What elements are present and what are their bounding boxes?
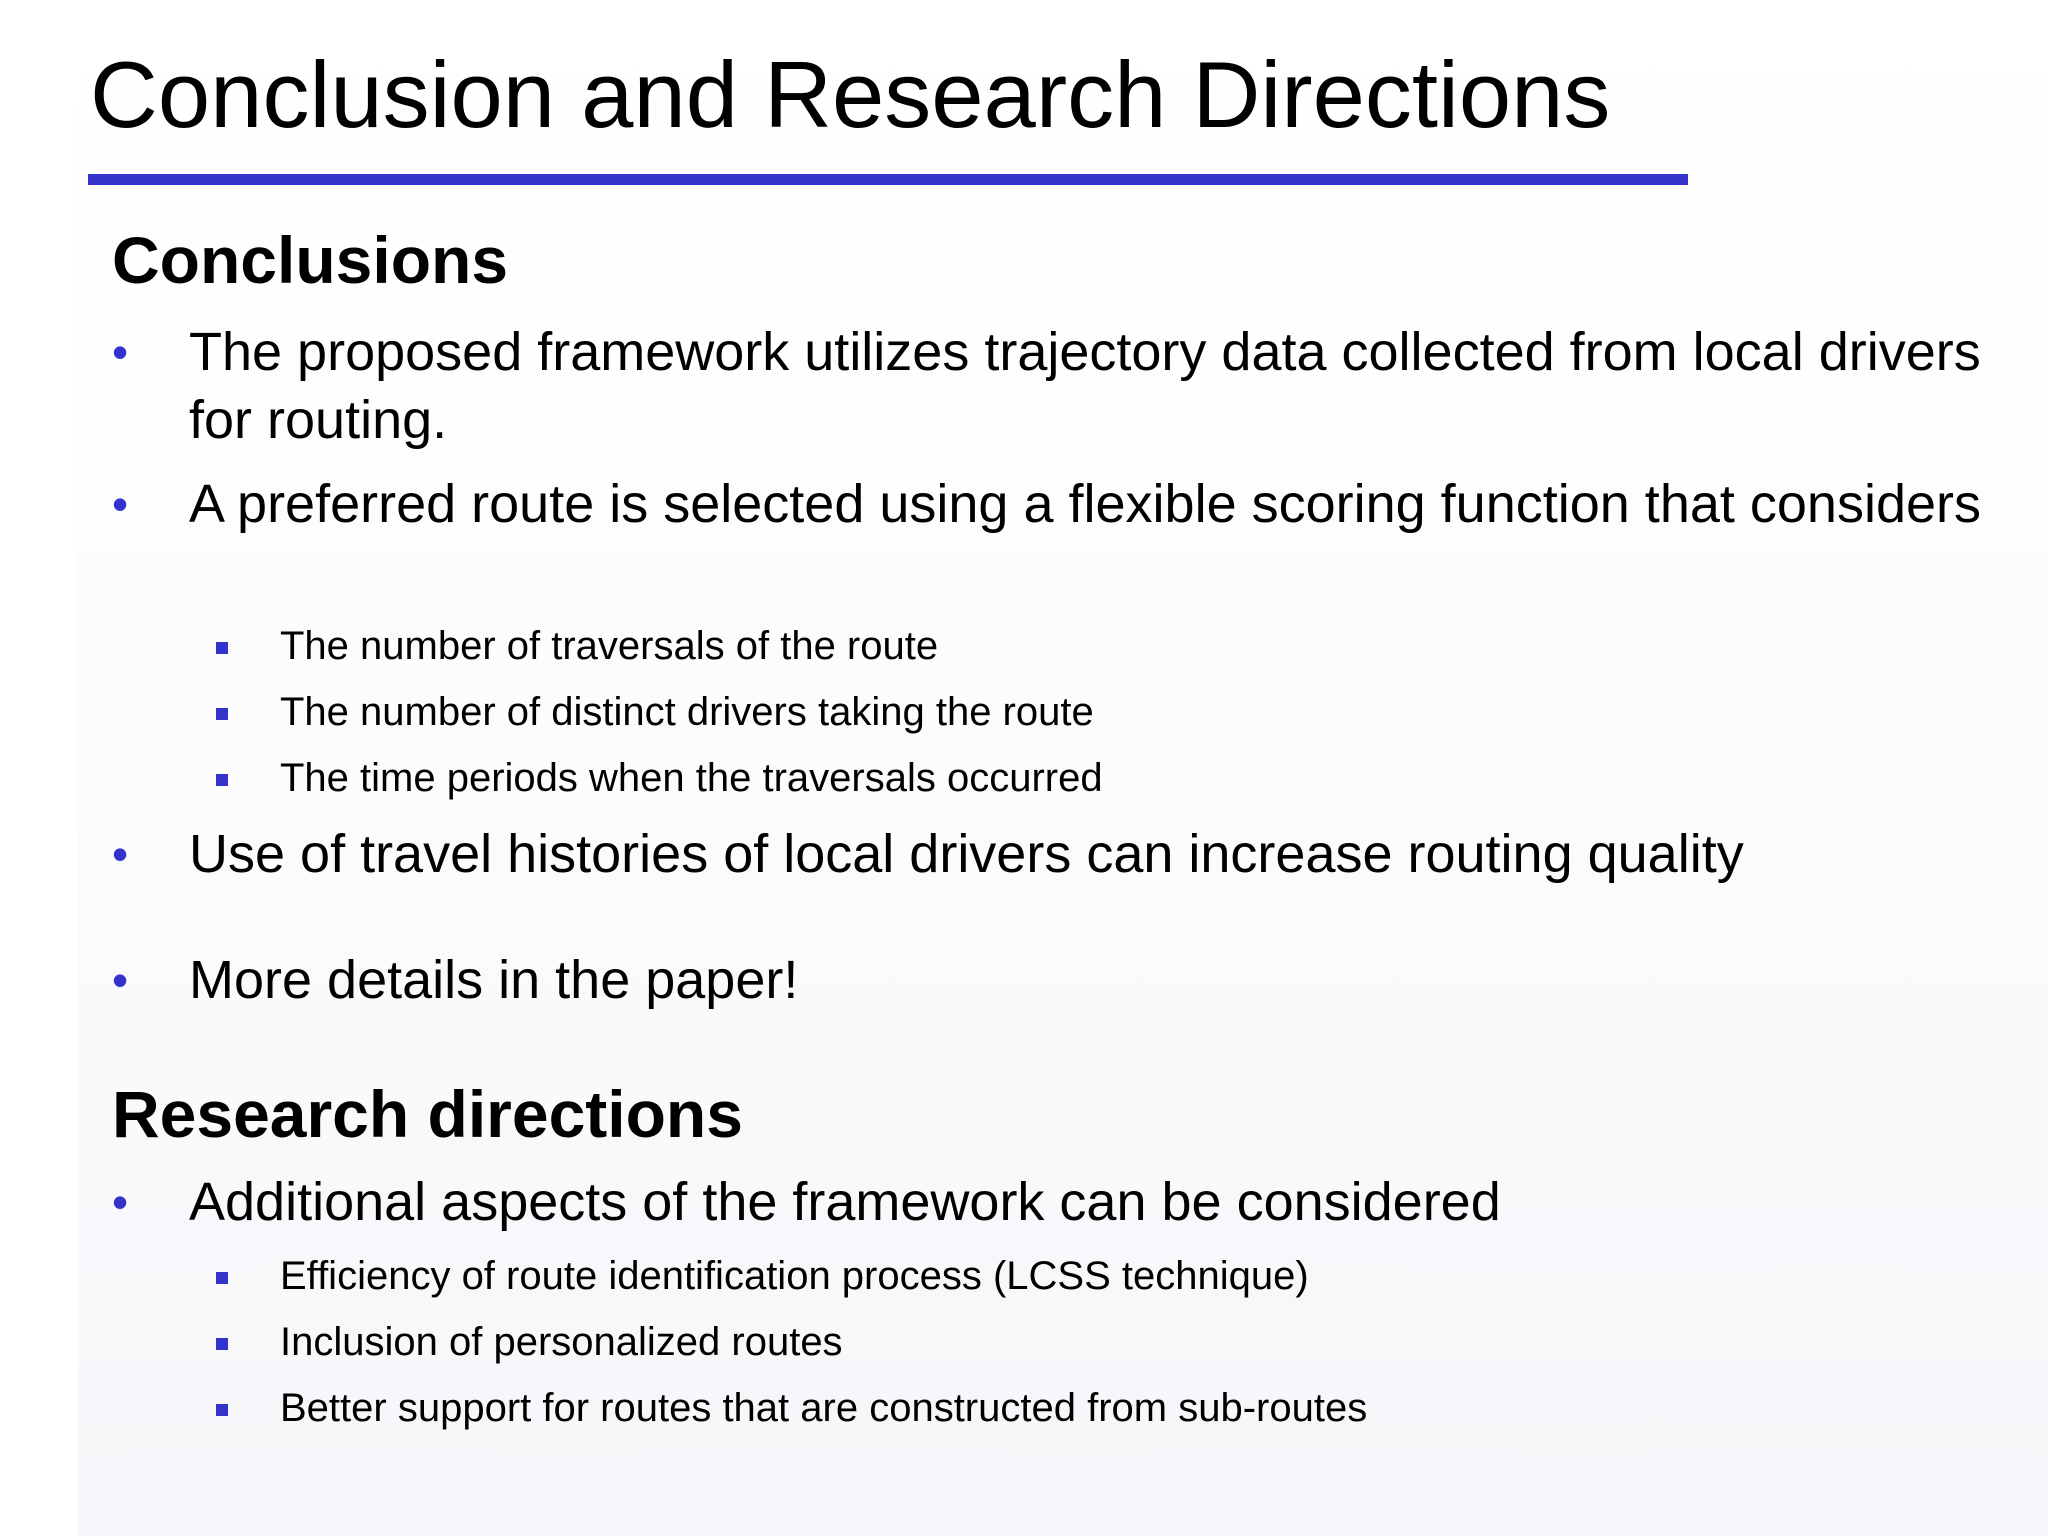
square-bullet-icon xyxy=(216,774,228,786)
conclusion-sub-item-3 xyxy=(216,754,1916,802)
conclusion-sub-item-text: The number of traversals of the route xyxy=(280,624,939,668)
conclusion-item-3 xyxy=(112,820,1992,888)
conclusion-item-2 xyxy=(112,470,1992,538)
conclusion-sub-item-2 xyxy=(216,688,1916,736)
square-bullet-icon xyxy=(216,1272,228,1284)
conclusion-sub-item-text: The number of distinct drivers taking the route xyxy=(280,690,1094,734)
slide-title: Conclusion and Research Directions xyxy=(90,42,1611,147)
research-sub-item-3 xyxy=(216,1384,1916,1432)
research-sub-item-1 xyxy=(216,1252,1916,1300)
conclusion-item-text: Use of travel histories of local drivers can increase routing quality xyxy=(189,824,1744,884)
research-item-text: Additional aspects of the framework can be considered xyxy=(189,1172,1501,1232)
research-item-1 xyxy=(112,1168,1992,1236)
conclusion-sub-item-text: The time periods when the traversals occurred xyxy=(280,756,1103,800)
bullet-icon: • xyxy=(112,828,129,880)
bullet-icon: • xyxy=(112,954,129,1006)
research-directions-heading: Research directions xyxy=(112,1077,743,1151)
research-sub-item-2 xyxy=(216,1318,1916,1366)
conclusion-item-text: The proposed framework utilizes trajectory data collected from local drivers for routing. xyxy=(189,322,1981,450)
bullet-icon: • xyxy=(112,326,129,378)
research-sub-item-text: Efficiency of route identification process (LCSS technique) xyxy=(280,1254,1309,1298)
conclusion-sub-item-1 xyxy=(216,622,1916,670)
bullet-icon: • xyxy=(112,1176,129,1228)
title-underline xyxy=(88,174,1688,185)
bullet-icon: • xyxy=(112,478,129,530)
square-bullet-icon xyxy=(216,1338,228,1350)
research-sub-item-text: Inclusion of personalized routes xyxy=(280,1320,843,1364)
conclusion-item-text: A preferred route is selected using a flexible scoring function that considers xyxy=(189,474,1981,534)
square-bullet-icon xyxy=(216,708,228,720)
conclusions-heading: Conclusions xyxy=(112,223,509,297)
conclusion-item-4 xyxy=(112,946,1992,1014)
square-bullet-icon xyxy=(216,1404,228,1416)
conclusion-item-1 xyxy=(112,318,1992,454)
square-bullet-icon xyxy=(216,642,228,654)
research-sub-item-text: Better support for routes that are constructed from sub-routes xyxy=(280,1386,1368,1430)
conclusion-item-text: More details in the paper! xyxy=(189,950,799,1010)
